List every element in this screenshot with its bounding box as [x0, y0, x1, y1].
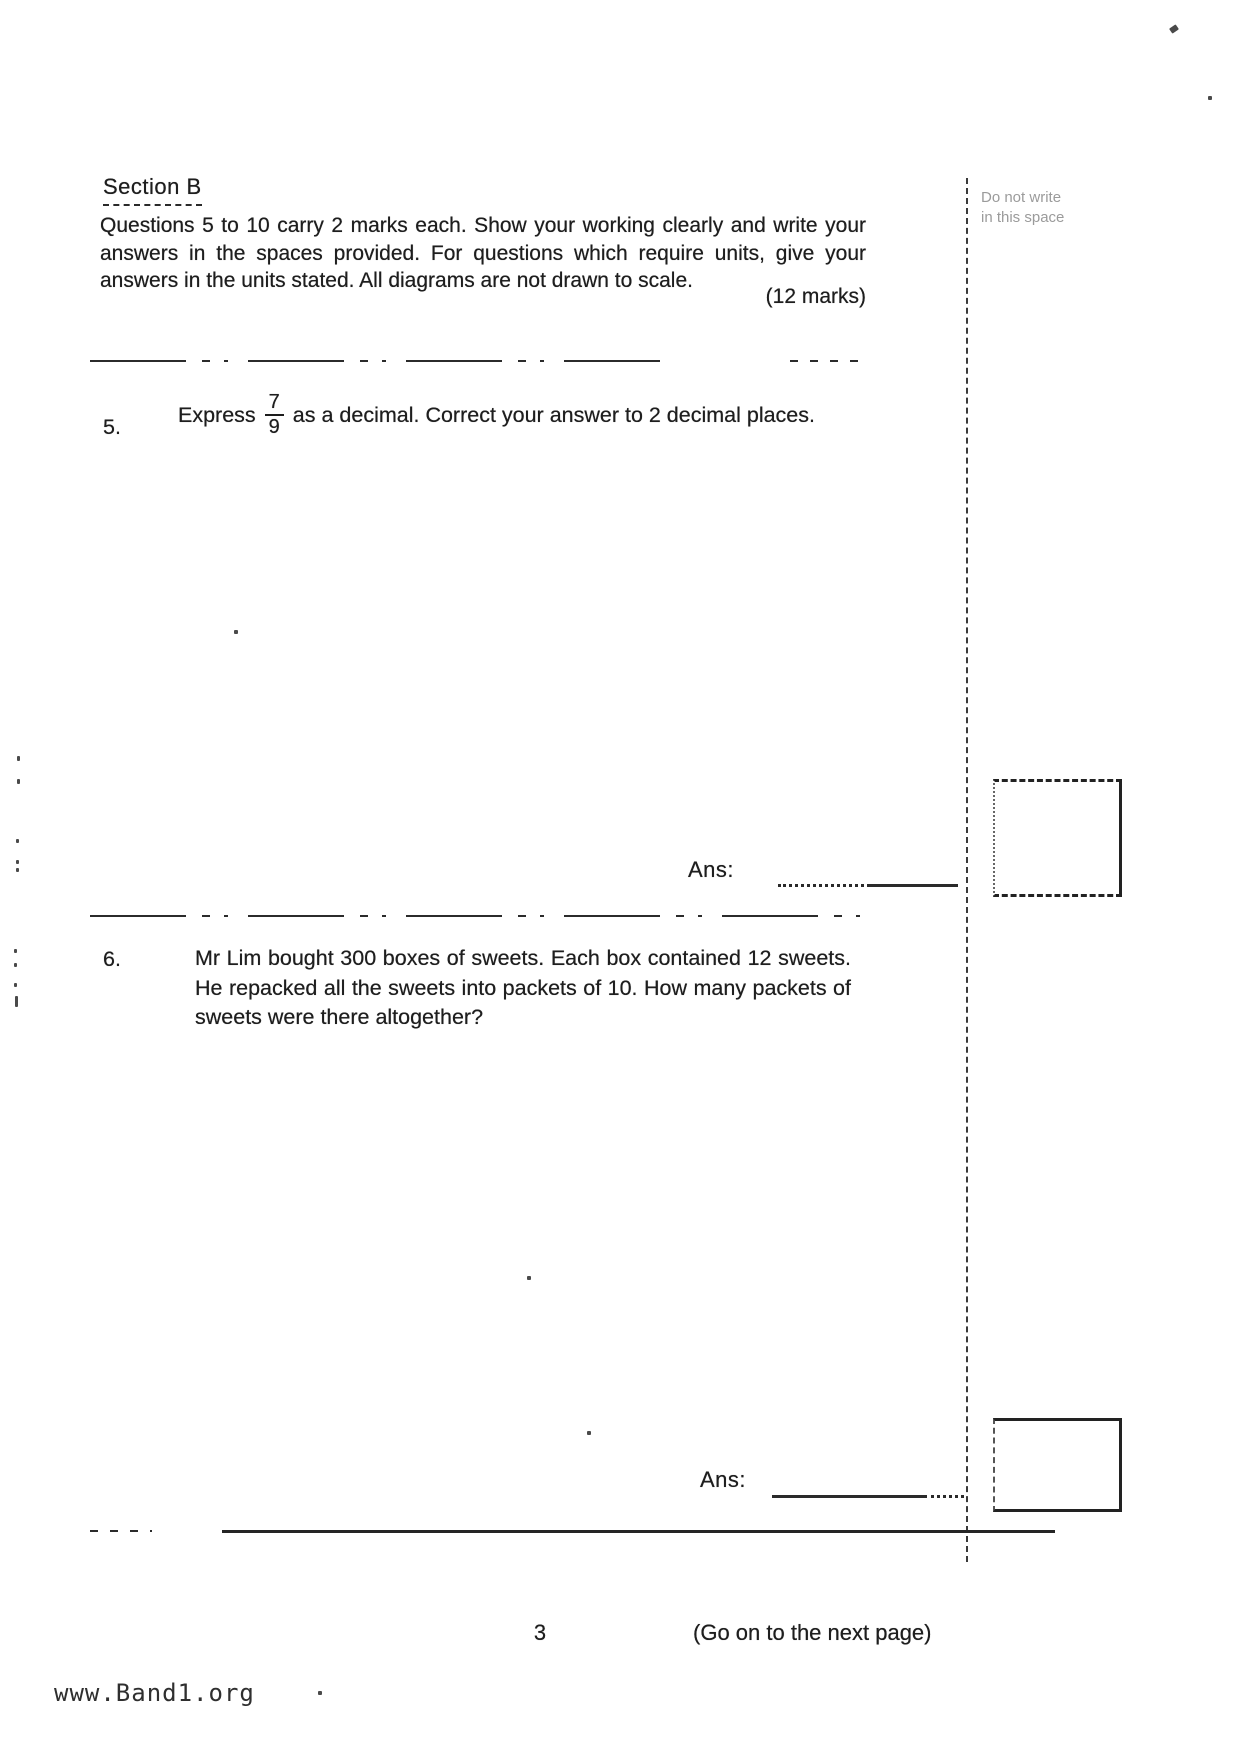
scan-noise-speck — [318, 1691, 322, 1695]
section-separator-dashes — [790, 360, 862, 362]
question-6-number: 6. — [103, 947, 121, 971]
section-instructions — [100, 212, 866, 295]
instructions-line: Questions 5 to 10 carry 2 marks each. Show your working clearly and write your — [100, 214, 866, 237]
question-5-number: 5. — [103, 415, 121, 439]
scan-noise-speck — [14, 983, 17, 987]
scan-noise-speck — [16, 868, 19, 872]
question-6-answer-label: Ans: — [700, 1467, 747, 1492]
bottom-separator-dashes — [90, 1530, 152, 1532]
question-5-text-after: as a decimal. Correct your answer to 2 decimal places. — [292, 402, 815, 427]
fraction-denominator: 9 — [268, 416, 280, 438]
bottom-separator-line — [222, 1530, 1055, 1533]
do-not-write-note-line2: in this space — [981, 209, 1065, 226]
scan-noise-speck — [1169, 24, 1179, 34]
question-5-answer-label: Ans: — [688, 857, 735, 882]
question-5-text — [178, 392, 815, 438]
scan-noise-speck — [14, 949, 17, 953]
question-6-text-line: He repacked all the sweets into packets of 10. How many packets of — [195, 975, 851, 1000]
scan-noise-speck — [17, 779, 20, 784]
scan-noise-speck — [587, 1431, 591, 1435]
section-title: Section B — [103, 174, 202, 206]
scan-noise-speck — [16, 860, 19, 864]
question-5-marks-box — [993, 779, 1122, 897]
next-page-note: (Go on to the next page) — [693, 1620, 932, 1645]
question-5-text-before: Express — [178, 402, 256, 427]
fraction-seven-ninths — [265, 392, 284, 438]
question-5-answer-line-solid[interactable] — [870, 884, 958, 887]
scan-noise-speck — [15, 996, 18, 1007]
margin-divider-line — [966, 178, 968, 1562]
section-marks: (12 marks) — [765, 285, 866, 308]
section-separator-line — [90, 360, 660, 362]
scan-noise-speck — [527, 1276, 531, 1280]
instructions-line: answers in the spaces provided. For questions which require units, give your — [100, 241, 866, 265]
question-6-text-line: sweets were there altogether? — [195, 1005, 484, 1029]
question-6-marks-box — [993, 1418, 1122, 1512]
question-separator-line — [90, 915, 870, 917]
scan-noise-speck — [17, 756, 20, 761]
question-6-text — [195, 944, 851, 1033]
scan-noise-speck — [234, 630, 238, 634]
scan-noise-speck — [16, 839, 19, 843]
question-6-text-line: Mr Lim bought 300 boxes of sweets. Each box contained 12 sweets. — [195, 946, 851, 970]
scan-noise-speck — [1208, 96, 1212, 100]
watermark-url: www.Band1.org — [54, 1679, 255, 1707]
do-not-write-note — [981, 188, 1064, 228]
question-6-answer-line[interactable] — [772, 1495, 924, 1498]
fraction-numerator: 7 — [265, 392, 284, 416]
question-5-answer-line[interactable] — [778, 884, 870, 887]
instructions-line: answers in the units stated. All diagrams are not drawn to scale. — [100, 269, 693, 292]
do-not-write-note-line1: Do not write — [981, 189, 1062, 206]
question-6-answer-line-dots[interactable] — [924, 1495, 964, 1498]
scan-noise-speck — [14, 963, 17, 967]
page-number: 3 — [533, 1620, 547, 1645]
